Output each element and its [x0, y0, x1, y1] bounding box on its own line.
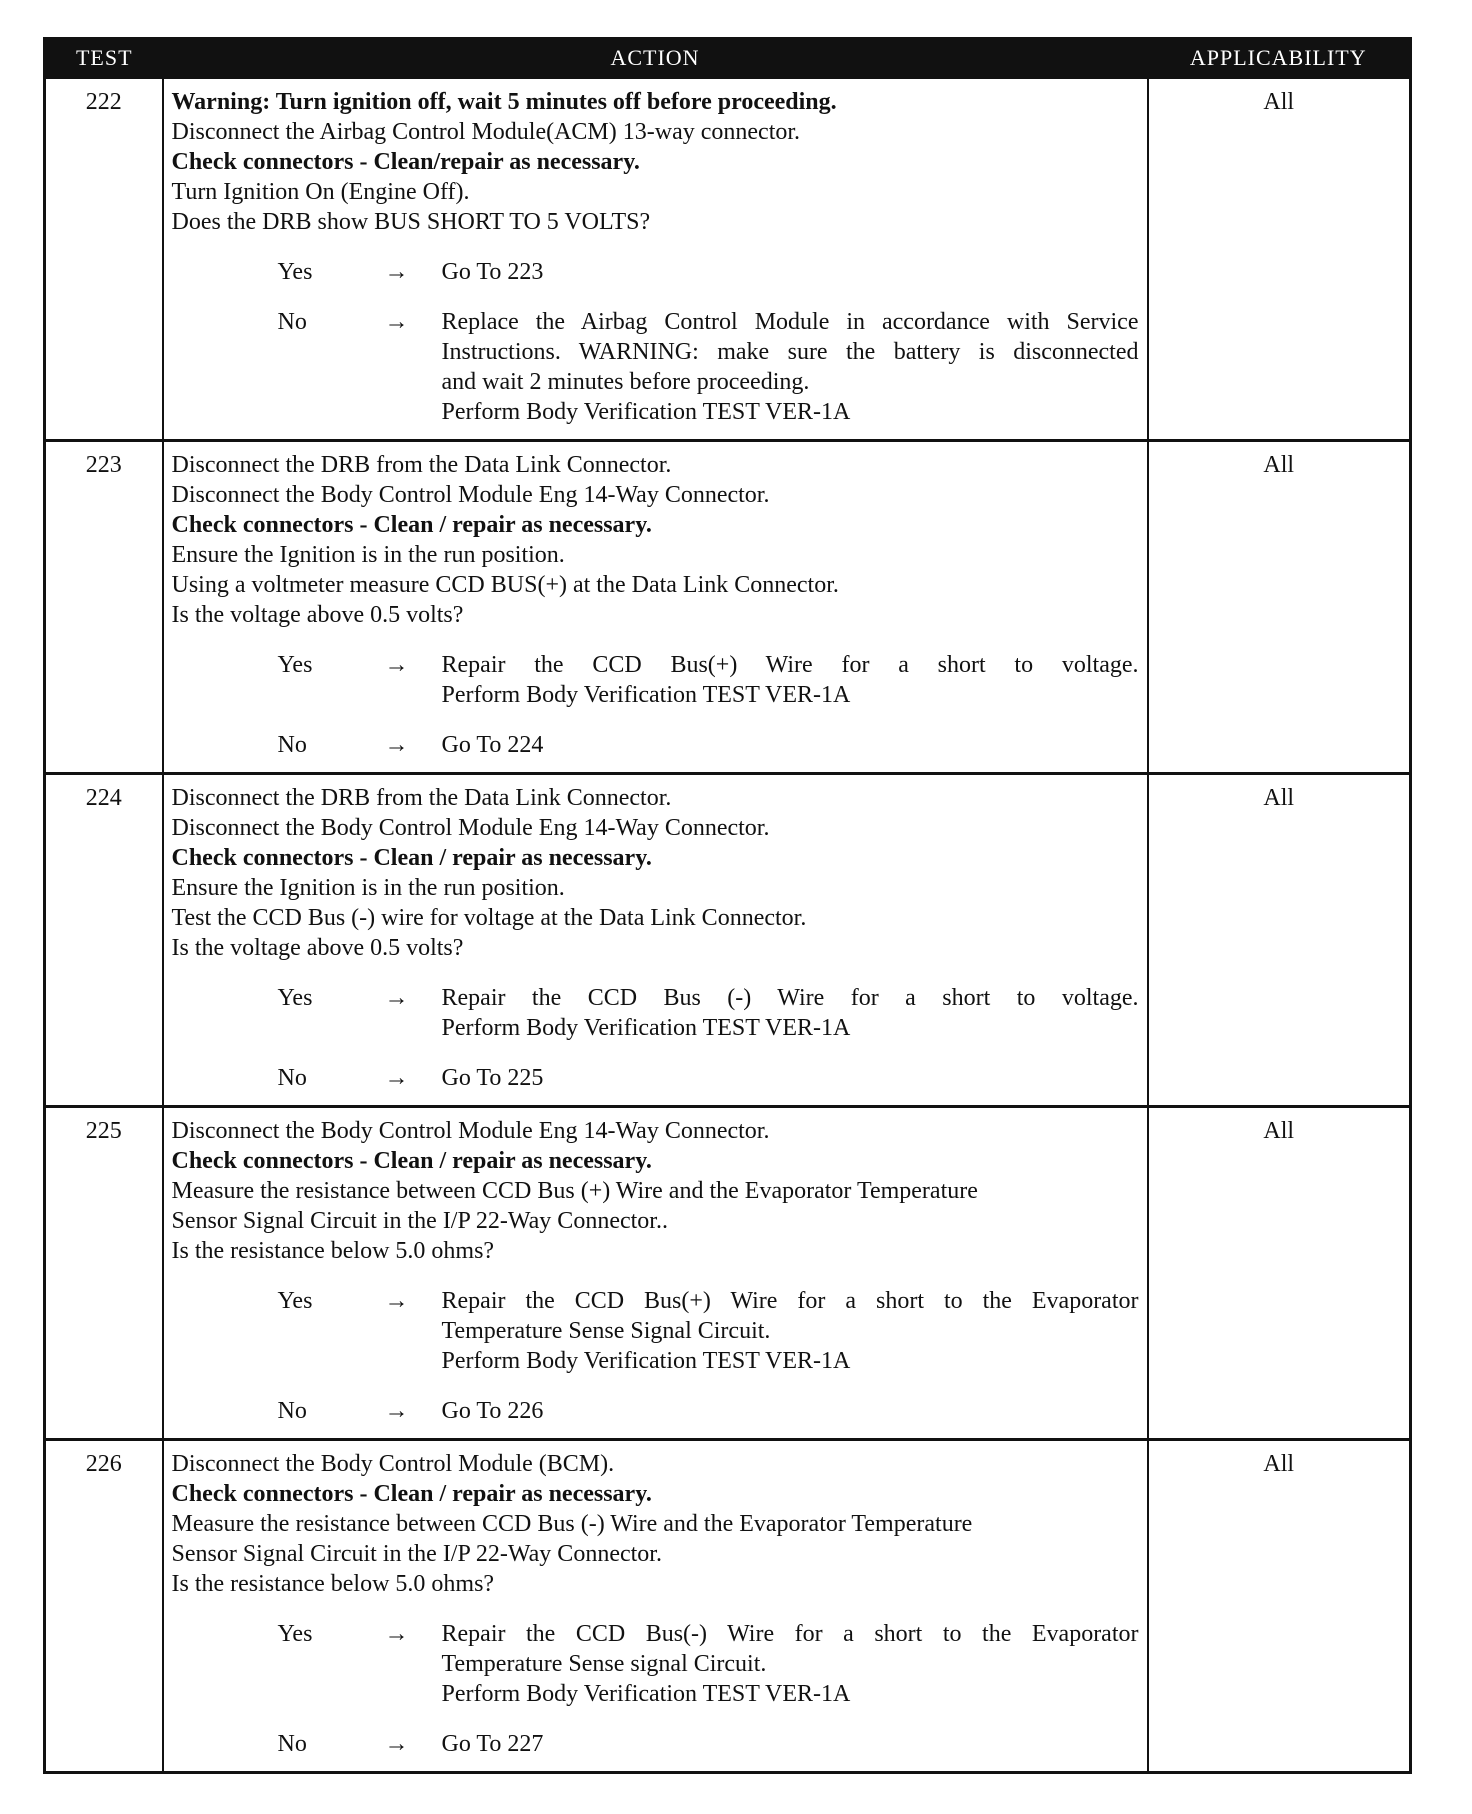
result-line: Temperature Sense Signal Circuit.: [441, 1318, 771, 1344]
yes-label: Yes: [277, 1288, 313, 1314]
action-instruction: Test the CCD Bus (-) wire for voltage at the Data Link Connector.: [171, 905, 807, 931]
no-label: No: [277, 732, 307, 758]
result-line: Repair the CCD Bus(+) Wire for a short to voltage.: [441, 652, 1139, 678]
right-arrow-icon: →: [384, 985, 409, 1011]
action-instruction: Disconnect the Body Control Module Eng 14-Way Connector.: [171, 815, 770, 841]
yes-result: [442, 650, 1139, 710]
test-number: 225: [45, 1107, 163, 1440]
right-arrow-icon: →: [384, 1288, 409, 1314]
action-cell: [163, 78, 1148, 441]
action-instruction: Does the DRB show BUS SHORT TO 5 VOLTS?: [171, 209, 651, 235]
table-row: [45, 1107, 1411, 1440]
no-label: No: [277, 1398, 307, 1424]
table-header: [45, 39, 1411, 78]
action-cell: [163, 441, 1148, 774]
result-line: Go To 227: [441, 1731, 544, 1757]
action-instruction: Disconnect the Body Control Module Eng 14-Way Connector.: [171, 482, 770, 508]
table-row: [45, 774, 1411, 1107]
action-instruction: Disconnect the Body Control Module (BCM).: [171, 1451, 615, 1477]
yes-label: Yes: [277, 652, 313, 678]
action-instruction: Turn Ignition On (Engine Off).: [171, 179, 470, 205]
result-line: Instructions. WARNING: make sure the battery is disconnected: [441, 339, 1139, 365]
result-line: and wait 2 minutes before proceeding.: [441, 369, 810, 395]
right-arrow-icon: →: [384, 732, 409, 758]
result-line: Perform Body Verification TEST VER-1A: [441, 399, 851, 425]
result-line: Perform Body Verification TEST VER-1A: [441, 1348, 851, 1374]
action-cell: [163, 774, 1148, 1107]
action-instruction-bold: Check connectors - Clean / repair as necessary.: [171, 1148, 652, 1174]
no-label: No: [277, 1731, 307, 1757]
table-row: [45, 1440, 1411, 1773]
applicability-value: All: [1148, 1107, 1411, 1440]
result-line: Go To 223: [441, 259, 544, 285]
header-test: TEST: [45, 39, 163, 78]
action-instruction: Measure the resistance between CCD Bus (-) Wire and the Evaporator Temperature: [171, 1511, 973, 1537]
diagnostic-procedure-page: [43, 37, 1409, 1774]
action-instruction: Disconnect the DRB from the Data Link Connector.: [171, 785, 672, 811]
action-instruction: Using a voltmeter measure CCD BUS(+) at the Data Link Connector.: [171, 572, 839, 598]
no-result: [442, 1063, 1139, 1093]
applicability-value: All: [1148, 441, 1411, 774]
action-instruction: Ensure the Ignition is in the run position.: [171, 875, 565, 901]
table-row: [45, 441, 1411, 774]
no-label: No: [277, 309, 307, 335]
no-label: No: [277, 1065, 307, 1091]
action-instruction-bold: Warning: Turn ignition off, wait 5 minutes off before proceeding.: [171, 89, 837, 115]
action-cell: [163, 1107, 1148, 1440]
result-line: Replace the Airbag Control Module in accordance with Service: [441, 309, 1139, 335]
result-line: Go To 224: [441, 732, 544, 758]
action-instruction: Sensor Signal Circuit in the I/P 22-Way Connector..: [171, 1208, 668, 1234]
result-line: Repair the CCD Bus(+) Wire for a short to the Evaporator: [441, 1288, 1139, 1314]
yes-branch: [172, 983, 1139, 1043]
applicability-value: All: [1148, 774, 1411, 1107]
no-result: [442, 1396, 1139, 1426]
result-line: Perform Body Verification TEST VER-1A: [441, 682, 851, 708]
yes-label: Yes: [277, 985, 313, 1011]
action-instruction: Is the resistance below 5.0 ohms?: [171, 1571, 495, 1597]
result-line: Go To 225: [441, 1065, 544, 1091]
yes-branch: [172, 650, 1139, 710]
table-row: [45, 78, 1411, 441]
action-instruction: Disconnect the Airbag Control Module(ACM) 13-way connector.: [171, 119, 801, 145]
right-arrow-icon: →: [384, 309, 409, 335]
action-instruction: Disconnect the DRB from the Data Link Connector.: [171, 452, 672, 478]
right-arrow-icon: →: [384, 1731, 409, 1757]
yes-branch: [172, 1619, 1139, 1709]
header-action: ACTION: [163, 39, 1148, 78]
yes-result: [442, 983, 1139, 1043]
action-instruction: Is the voltage above 0.5 volts?: [171, 602, 464, 628]
test-number: 224: [45, 774, 163, 1107]
right-arrow-icon: →: [384, 1621, 409, 1647]
result-line: Repair the CCD Bus (-) Wire for a short to voltage.: [441, 985, 1139, 1011]
applicability-value: All: [1148, 78, 1411, 441]
action-instruction: Ensure the Ignition is in the run position.: [171, 542, 565, 568]
no-branch: [172, 1729, 1139, 1759]
no-result: [442, 307, 1139, 427]
action-instruction-bold: Check connectors - Clean / repair as necessary.: [171, 512, 652, 538]
test-number: 223: [45, 441, 163, 774]
yes-label: Yes: [277, 1621, 313, 1647]
no-result: [442, 1729, 1139, 1759]
action-instruction-bold: Check connectors - Clean / repair as necessary.: [171, 1481, 652, 1507]
action-instruction: Is the voltage above 0.5 volts?: [171, 935, 464, 961]
result-line: Repair the CCD Bus(-) Wire for a short to the Evaporator: [441, 1621, 1139, 1647]
yes-result: [442, 1619, 1139, 1709]
test-number: 222: [45, 78, 163, 441]
test-number: 226: [45, 1440, 163, 1773]
diagnostic-test-table: [43, 37, 1412, 1774]
no-branch: [172, 1396, 1139, 1426]
right-arrow-icon: →: [384, 259, 409, 285]
yes-result: [442, 1286, 1139, 1376]
yes-branch: [172, 1286, 1139, 1376]
no-branch: [172, 307, 1139, 427]
no-branch: [172, 1063, 1139, 1093]
right-arrow-icon: →: [384, 1065, 409, 1091]
right-arrow-icon: →: [384, 1398, 409, 1424]
yes-result: [442, 257, 1139, 287]
result-line: Go To 226: [441, 1398, 544, 1424]
right-arrow-icon: →: [384, 652, 409, 678]
applicability-value: All: [1148, 1440, 1411, 1773]
header-applicability: APPLICABILITY: [1148, 39, 1411, 78]
yes-branch: [172, 257, 1139, 287]
action-instruction-bold: Check connectors - Clean / repair as necessary.: [171, 845, 652, 871]
result-line: Temperature Sense signal Circuit.: [441, 1651, 767, 1677]
no-branch: [172, 730, 1139, 760]
result-line: Perform Body Verification TEST VER-1A: [441, 1681, 851, 1707]
action-instruction: Sensor Signal Circuit in the I/P 22-Way Connector.: [171, 1541, 662, 1567]
result-line: Perform Body Verification TEST VER-1A: [441, 1015, 851, 1041]
action-instruction: Measure the resistance between CCD Bus (+) Wire and the Evaporator Temperature: [171, 1178, 978, 1204]
yes-label: Yes: [277, 259, 313, 285]
table-body: [45, 78, 1411, 1773]
no-result: [442, 730, 1139, 760]
action-instruction: Disconnect the Body Control Module Eng 14-Way Connector.: [171, 1118, 770, 1144]
action-instruction-bold: Check connectors - Clean/repair as necessary.: [171, 149, 640, 175]
action-cell: [163, 1440, 1148, 1773]
action-instruction: Is the resistance below 5.0 ohms?: [171, 1238, 495, 1264]
